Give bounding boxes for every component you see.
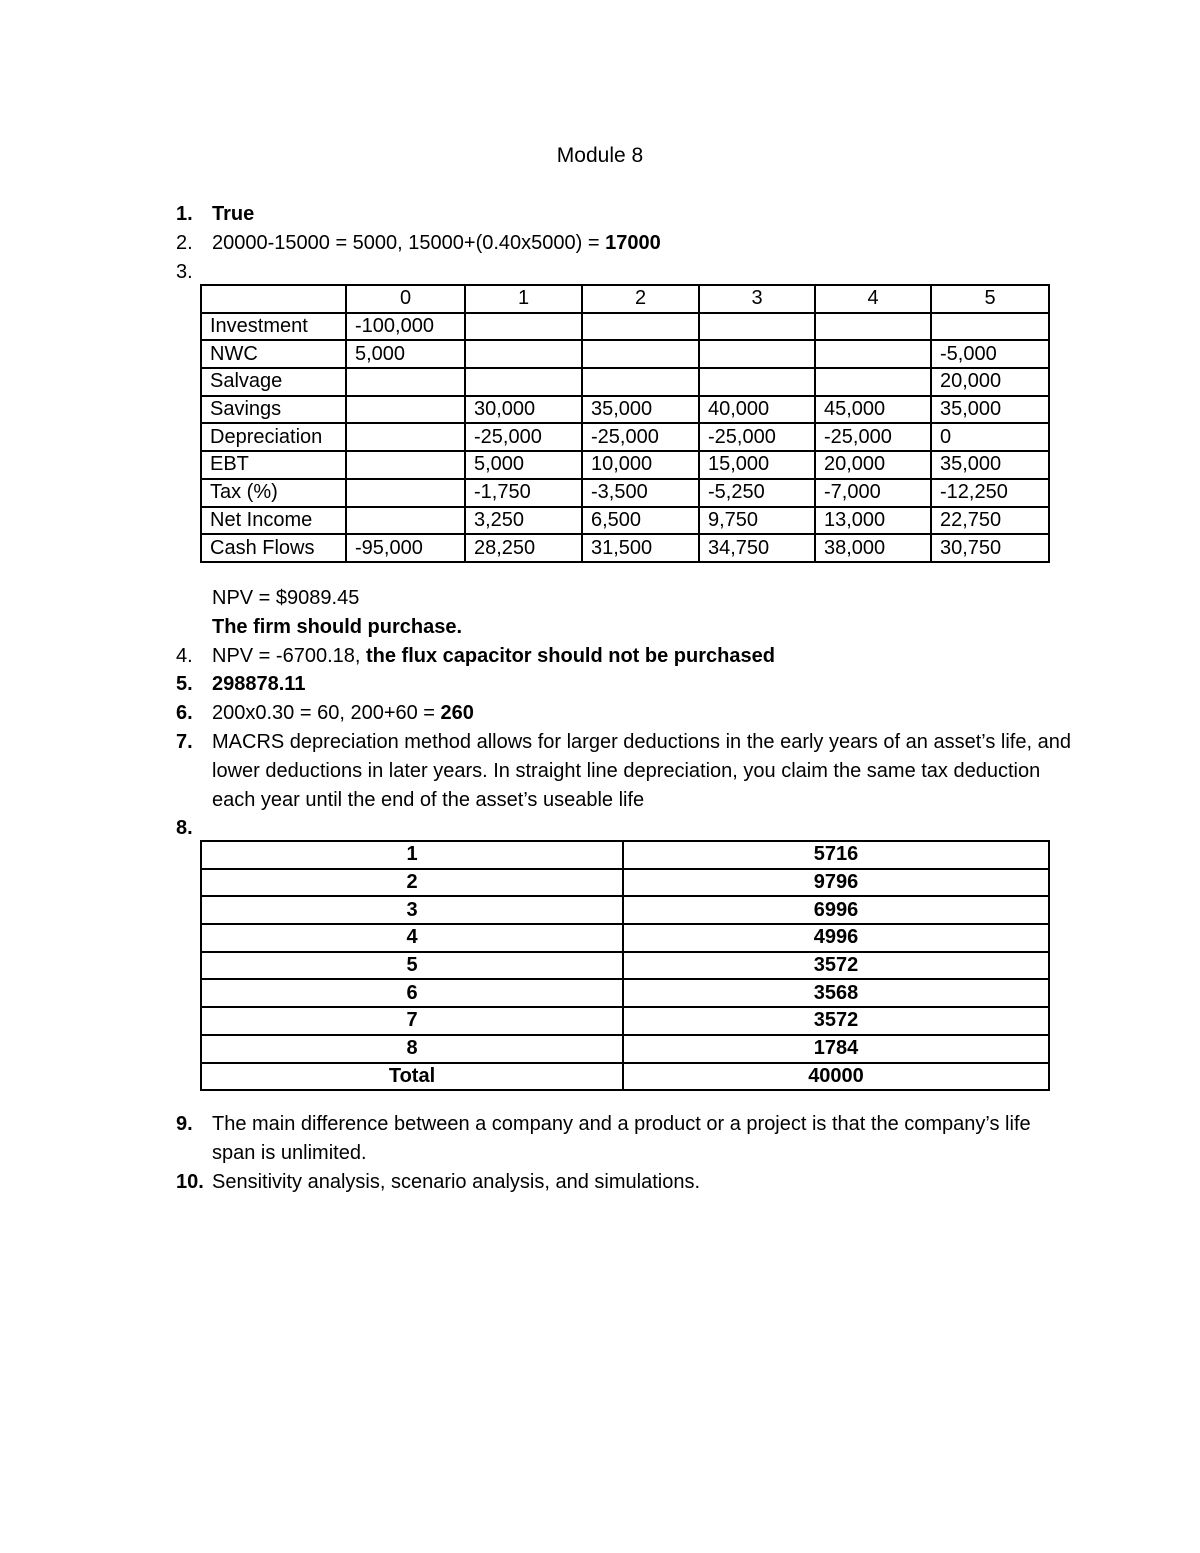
answer-number: 10. — [176, 1171, 204, 1193]
table-cell — [815, 313, 931, 341]
table-cell: 9796 — [623, 869, 1049, 897]
answer-number: 6. — [176, 702, 193, 724]
table-cell — [699, 313, 815, 341]
table-cell: 0 — [931, 423, 1049, 451]
table-row — [201, 841, 1049, 869]
table-cell: 31,500 — [582, 534, 699, 562]
table-cell: 4 — [201, 924, 623, 952]
table-cell: 30,000 — [465, 396, 582, 424]
table-cell: 15,000 — [699, 451, 815, 479]
table-cell: 2 — [201, 869, 623, 897]
answer-number: 3. — [176, 261, 193, 283]
table-header-row — [201, 285, 1049, 313]
table-cell — [346, 423, 465, 451]
npv-result: NPV = $9089.45 — [212, 587, 360, 609]
table-cell — [346, 451, 465, 479]
table-cell: 5 — [201, 952, 623, 980]
table-cell — [465, 368, 582, 396]
table-cell — [931, 313, 1049, 341]
table-cell — [346, 396, 465, 424]
table-cell — [699, 340, 815, 368]
answer-text: 20000-15000 = 5000, 15000+(0.40x5000) = — [212, 232, 606, 254]
table-cell: -1,750 — [465, 479, 582, 507]
table-cell: -5,000 — [931, 340, 1049, 368]
answer-number: 5. — [176, 673, 193, 695]
table-cell: 28,250 — [465, 534, 582, 562]
table-row — [201, 534, 1049, 562]
answer-text-wrap — [212, 229, 1072, 258]
table-cell: -12,250 — [931, 479, 1049, 507]
table-cell: 38,000 — [815, 534, 931, 562]
cash-flow-table — [200, 284, 1050, 563]
table-cell: 6 — [201, 979, 623, 1007]
table-cell: 3572 — [623, 1007, 1049, 1035]
table-row — [201, 952, 1049, 980]
table-cell — [346, 479, 465, 507]
answer-text-wrap — [212, 699, 1072, 728]
row-label: Depreciation — [201, 423, 346, 451]
answer-text: The main difference between a company and a product or a project is that the company’s life span is unlimited. — [212, 1113, 1031, 1164]
table-row — [201, 423, 1049, 451]
table-cell: 20,000 — [931, 368, 1049, 396]
page-title: Module 8 — [556, 144, 644, 167]
table-row — [201, 979, 1049, 1007]
table-row — [201, 340, 1049, 368]
answer-text: 298878.11 — [212, 673, 306, 695]
header-cell: 4 — [815, 285, 931, 313]
answer-text: 200x0.30 = 60, 200+60 = — [212, 702, 441, 724]
table-cell: -3,500 — [582, 479, 699, 507]
answer-text: True — [212, 203, 255, 225]
table-row — [201, 1035, 1049, 1063]
row-label: Tax (%) — [201, 479, 346, 507]
table-cell: 3572 — [623, 952, 1049, 980]
table-cell: 40,000 — [699, 396, 815, 424]
table-row — [201, 869, 1049, 897]
table-row — [201, 368, 1049, 396]
table-cell: 6,500 — [582, 507, 699, 535]
table-cell: -25,000 — [815, 423, 931, 451]
table-cell: 1 — [201, 841, 623, 869]
row-label: Cash Flows — [201, 534, 346, 562]
answer-result: the flux capacitor should not be purchased — [365, 645, 775, 667]
table-cell — [582, 313, 699, 341]
table-cell: 9,750 — [699, 507, 815, 535]
header-cell: 0 — [346, 285, 465, 313]
table-row — [201, 313, 1049, 341]
table-cell: 5,000 — [465, 451, 582, 479]
table-cell: 6996 — [623, 896, 1049, 924]
row-label: Salvage — [201, 368, 346, 396]
answer-result: 260 — [440, 702, 474, 724]
table-cell: 3,250 — [465, 507, 582, 535]
table-cell: -100,000 — [346, 313, 465, 341]
table-cell: 35,000 — [582, 396, 699, 424]
table-cell: 13,000 — [815, 507, 931, 535]
answer-number: 8. — [176, 817, 193, 839]
answer-text: Sensitivity analysis, scenario analysis, and simulations. — [212, 1171, 700, 1193]
table-cell: 20,000 — [815, 451, 931, 479]
table-row — [201, 507, 1049, 535]
table-cell: 30,750 — [931, 534, 1049, 562]
table-cell: -25,000 — [582, 423, 699, 451]
table-cell: 4996 — [623, 924, 1049, 952]
table-cell — [815, 340, 931, 368]
depreciation-table — [200, 840, 1050, 1091]
answer-number: 9. — [176, 1113, 193, 1135]
table-cell — [465, 313, 582, 341]
answer-number: 1. — [176, 203, 193, 225]
table-cell: 35,000 — [931, 396, 1049, 424]
table-cell — [582, 368, 699, 396]
header-cell: 3 — [699, 285, 815, 313]
table-row — [201, 896, 1049, 924]
table-cell: 5,000 — [346, 340, 465, 368]
table-cell: 7 — [201, 1007, 623, 1035]
table-cell: 45,000 — [815, 396, 931, 424]
table-row — [201, 1063, 1049, 1091]
answer-result: 17000 — [605, 232, 661, 254]
table-cell: Total — [201, 1063, 623, 1091]
answer-number: 2. — [176, 232, 193, 254]
table-cell: -25,000 — [699, 423, 815, 451]
table-cell: 1784 — [623, 1035, 1049, 1063]
table-row — [201, 451, 1049, 479]
header-cell: 5 — [931, 285, 1049, 313]
purchase-conclusion: The firm should purchase. — [212, 616, 463, 638]
table-cell — [815, 368, 931, 396]
row-label: Savings — [201, 396, 346, 424]
table-cell: 3 — [201, 896, 623, 924]
table-row — [201, 396, 1049, 424]
row-label: Net Income — [201, 507, 346, 535]
row-label: Investment — [201, 313, 346, 341]
row-label: EBT — [201, 451, 346, 479]
table-cell: 34,750 — [699, 534, 815, 562]
answer-text: NPV = -6700.18, — [212, 645, 366, 667]
table-cell — [582, 340, 699, 368]
table-cell: 35,000 — [931, 451, 1049, 479]
row-label: NWC — [201, 340, 346, 368]
answer-number: 7. — [176, 731, 193, 753]
table-row — [201, 924, 1049, 952]
answer-text-wrap — [212, 642, 1072, 671]
table-cell: -25,000 — [465, 423, 582, 451]
table-cell: 22,750 — [931, 507, 1049, 535]
table-cell — [699, 368, 815, 396]
table-cell — [465, 340, 582, 368]
table-cell: 40000 — [623, 1063, 1049, 1091]
header-cell: 2 — [582, 285, 699, 313]
table-cell: 5716 — [623, 841, 1049, 869]
table-cell: -5,250 — [699, 479, 815, 507]
header-cell — [201, 285, 346, 313]
table-cell: -95,000 — [346, 534, 465, 562]
table-row — [201, 1007, 1049, 1035]
table-cell — [346, 368, 465, 396]
table-cell: 3568 — [623, 979, 1049, 1007]
answer-text: MACRS depreciation method allows for larger deductions in the early years of an asset’s life, and lower deductions in later years. In straight line depreciation, you claim the same tax deduction each year until the end of the asset’s useable life — [212, 731, 1071, 811]
header-cell: 1 — [465, 285, 582, 313]
table-cell: -7,000 — [815, 479, 931, 507]
table-cell — [346, 507, 465, 535]
table-cell: 10,000 — [582, 451, 699, 479]
answer-number: 4. — [176, 645, 193, 667]
table-cell: 8 — [201, 1035, 623, 1063]
table-row — [201, 479, 1049, 507]
